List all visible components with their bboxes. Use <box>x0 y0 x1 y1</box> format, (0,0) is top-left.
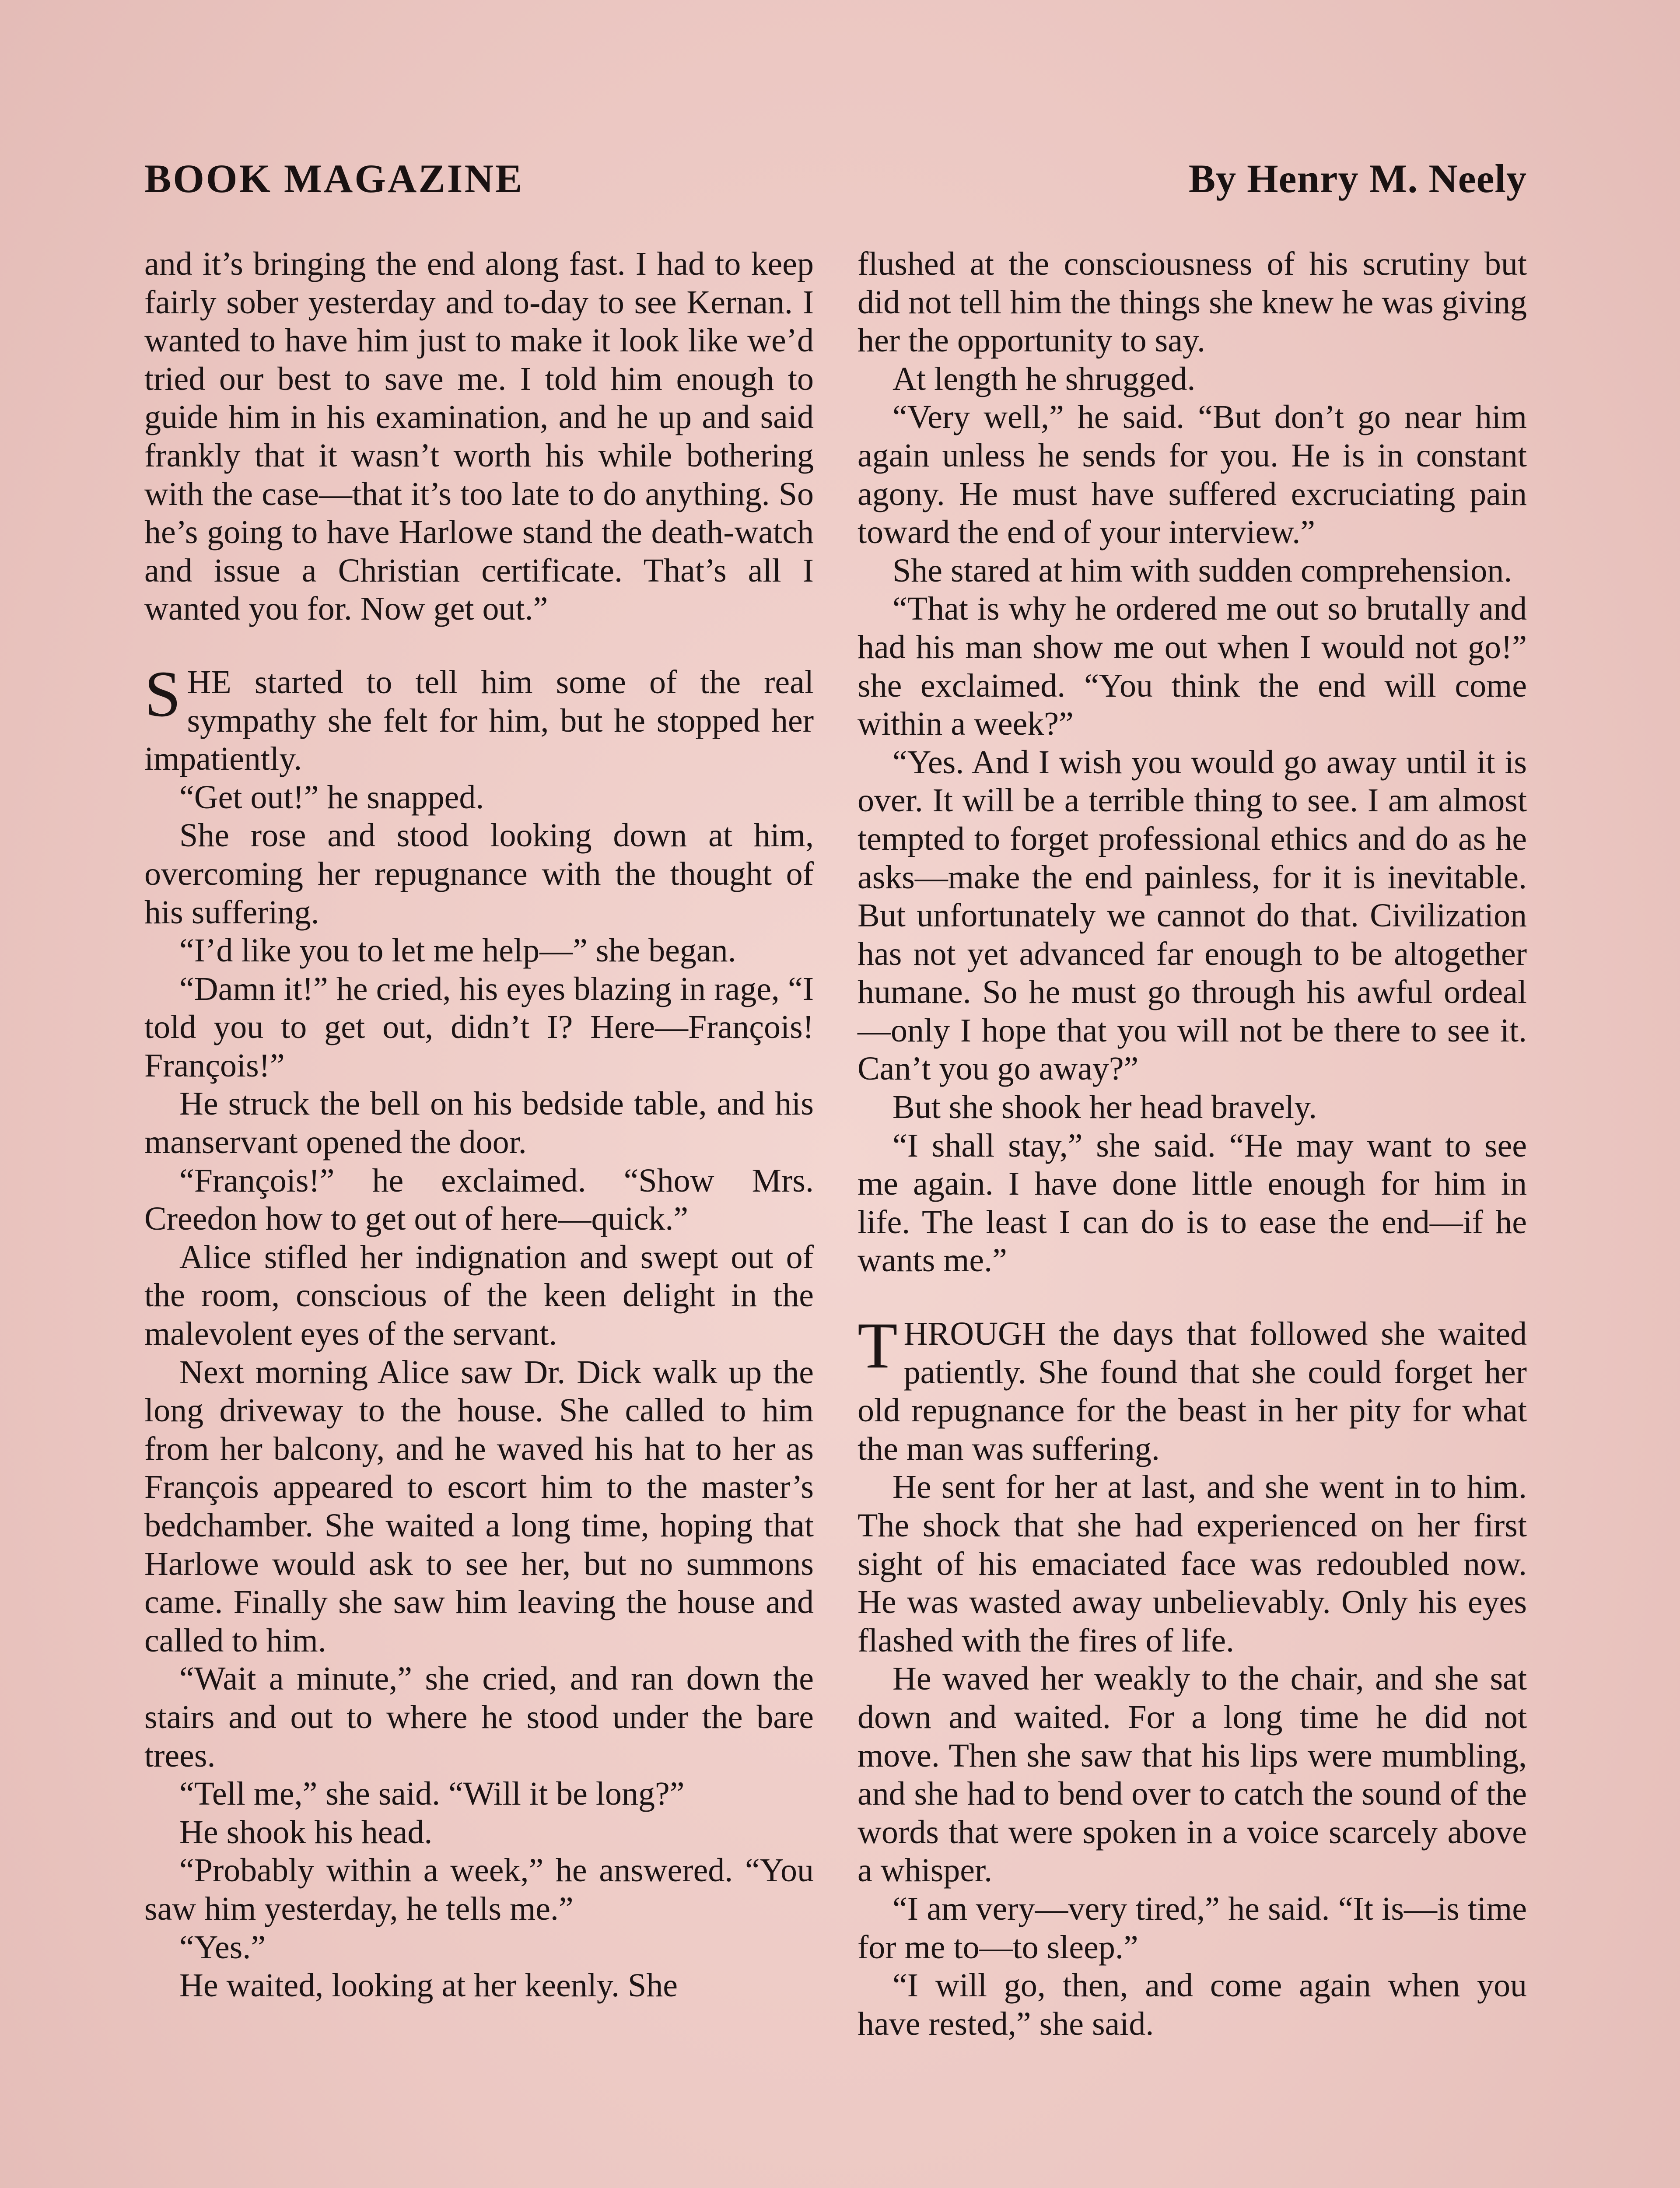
paragraph: “Probably within a week,” he answered. “You saw him yesterday, he tells me.” <box>144 1852 814 1927</box>
paragraph: Next morning Alice saw Dr. Dick walk up the long driveway to the house. She called to him from her balcony, and he waved his hat to her as François appeared to escort him to the master’s bedchamber. She waited a long time, hoping that Harlowe would ask to see her, but no summons came. Finally she saw him leaving the house and called to him. <box>144 1353 814 1659</box>
drop-cap: S <box>144 657 181 730</box>
paragraph: But she shook her head bravely. <box>892 1089 1317 1126</box>
paragraph-text: HROUGH the days that followed she waited patiently. She found that she could forget her old repugnance for the beast in her pity for what the man was suffering. <box>858 1315 1527 1467</box>
paragraph: He shook his head. <box>179 1813 433 1851</box>
paragraph: “That is why he ordered me out so brutally and had his man show me out when I would not go!” she exclaimed. “You think the end will come within a week?” <box>858 590 1527 743</box>
paragraph: He sent for her at last, and she went in to him. The shock that she had experienced on her first sight of his emaciated face was redoubled now. He was wasted away unbelievably. Only his eyes flashed with the fires of life. <box>858 1469 1527 1659</box>
magazine-title: BOOK MAGAZINE <box>144 156 524 201</box>
paragraph: and it’s bringing the end along fast. I had to keep fairly sober yesterday and to-day to see Kernan. I wanted to have him just to make it look like we’d tried our best to save me. I told him enough to guide him in his examination, and he up and said frankly that it wasn’t worth his while bothering with the case—that it’s too late to do anything. So he’s going to have Harlowe stand the death-watch and issue a Christian certificate. That’s all I wanted you for. Now get out.” <box>144 245 814 628</box>
running-header <box>144 155 1527 212</box>
paragraph: “Very well,” he said. “But don’t go near him again unless he sends for you. He is in constant agony. He must have suffered excruciating pain toward the end of your interview.” <box>858 399 1527 551</box>
paragraph: “Yes. And I wish you would go away until it is over. It will be a terrible thing to see. I am almost tempted to forget professional ethics and do as he asks—make the end painless, for it is inevitable. But unfortunately we cannot do that. Civilization has not yet advanced far enough to be altogether humane. So he must go through his awful ordeal—only I hope that you will not be there to see it. Can’t you go away?” <box>858 743 1527 1087</box>
paragraph: “Tell me,” she said. “Will it be long?” <box>179 1775 685 1813</box>
left-column <box>144 245 814 2005</box>
paragraph: Alice stifled her indignation and swept out of the room, conscious of the keen delight in the malevolent eyes of the servant. <box>144 1238 814 1353</box>
author-byline: By Henry M. Neely <box>1188 156 1527 201</box>
paragraph: She stared at him with sudden comprehension. <box>892 552 1512 589</box>
paragraph: “I shall stay,” she said. “He may want to see me again. I have done little enough for him in life. The least I can do is to ease the end—if he wants me.” <box>858 1127 1527 1279</box>
paragraph: At length he shrugged. <box>892 360 1196 397</box>
paragraph-text: HE started to tell him some of the real sympathy she felt for him, but he stopped her impatiently. <box>144 663 814 778</box>
paragraph: flushed at the consciousness of his scrutiny but did not tell him the things she knew he was giving her the opportunity to say. <box>858 245 1527 359</box>
paragraph: “I am very—very tired,” he said. “It is—is time for me to—to sleep.” <box>858 1890 1527 1966</box>
paragraph-with-dropcap <box>144 657 814 778</box>
right-column <box>858 245 1527 2043</box>
paragraph: “Damn it!” he cried, his eyes blazing in rage, “I told you to get out, didn’t I? Here—François! François!” <box>144 970 814 1084</box>
paragraph: She rose and stood looking down at him, overcoming her repugnance with the thought of his suffering. <box>144 817 814 931</box>
paragraph: “Get out!” he snapped. <box>179 778 484 816</box>
paragraph: He struck the bell on his bedside table, and his manservant opened the door. <box>144 1085 814 1161</box>
paragraph: “Yes.” <box>179 1929 266 1966</box>
paragraph: He waved her weakly to the chair, and she sat down and waited. For a long time he did not move. Then she saw that his lips were mumbling, and she had to bend over to catch the sound of the words that were spoken in a voice scarcely above a whisper. <box>858 1660 1527 1889</box>
paragraph-with-dropcap <box>858 1309 1527 1468</box>
drop-cap: T <box>858 1309 898 1382</box>
paragraph: “Wait a minute,” she cried, and ran down the stairs and out to where he stood under the bare trees. <box>144 1660 814 1774</box>
paragraph: “I’d like you to let me help—” she began. <box>179 932 736 969</box>
paragraph: “François!” he exclaimed. “Show Mrs. Creedon how to get out of here—quick.” <box>144 1162 814 1238</box>
paragraph: “I will go, then, and come again when you have rested,” she said. <box>858 1967 1527 2042</box>
paragraph: He waited, looking at her keenly. She <box>179 1967 678 2004</box>
